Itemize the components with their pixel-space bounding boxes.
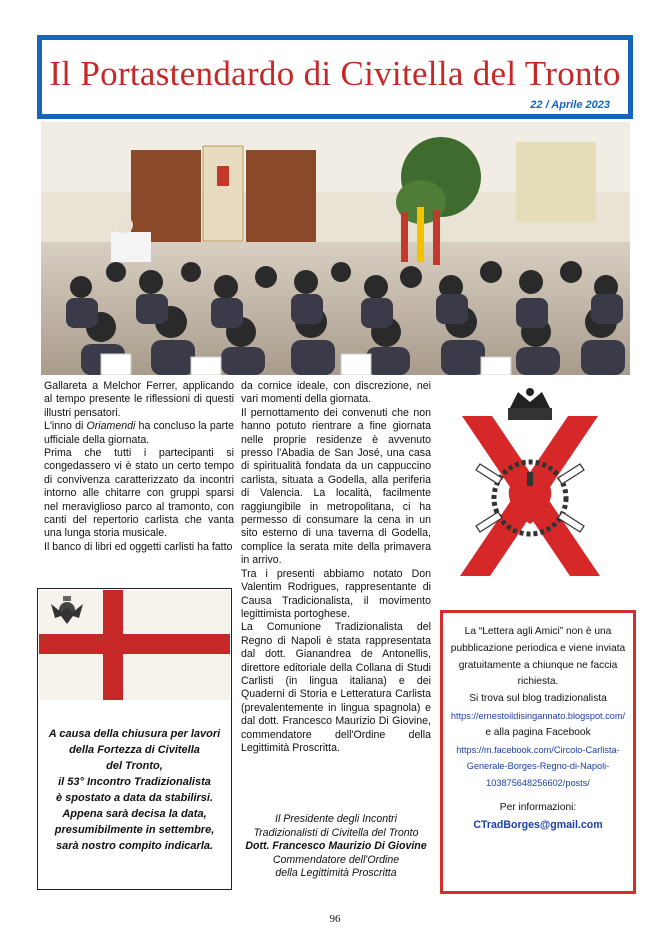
notice-line: presumibilmente in settembre, [54,824,215,836]
notice-line: del Tronto, [106,760,163,772]
info-line: La “Lettera agli Amici” non è una [464,626,612,637]
facebook-link[interactable]: https://m.facebook.com/Circolo-Carlista- [456,744,620,755]
info-box [440,610,636,894]
carlist-emblem-icon [440,386,620,598]
blog-link[interactable]: https://ernestoildisingannato.blogspot.com/ [450,710,626,721]
paragraph: da cornice ideale, con discrezione, nei vari momenti della giornata. [241,380,431,406]
signature-name: Dott. Francesco Maurizio Di Giovine [245,840,427,852]
paragraph: Il banco di libri ed oggetti carlisti ha fatto [44,540,233,553]
info-line: Per informazioni: [499,801,577,813]
signature-block [241,813,431,881]
paragraph: Gallareta a Melchor Ferrer, applicando al tempo presente le riflessioni di questi illustri pensatori. [44,380,234,419]
header-box [37,35,633,119]
signature-line: Commendatore dell'Ordine [272,853,400,866]
article-column-left [44,380,234,554]
notice-line: è spostato a data da stabilirsi. [55,792,214,804]
paragraph: Tra i presenti abbiamo notato Don Valentim Rodrigues, rappresentante di Causa Tradicionalista, il movimento legittimista portoghese. [241,567,431,620]
facebook-link[interactable]: Generale-Borges-Regno-di-Napoli- [466,761,610,772]
signature-line: Tradizionalisti di Civitella del Tronto [253,826,419,839]
notice-line: Appena sarà decisa la data, [62,808,207,820]
page-number: 96 [329,913,341,925]
info-line: e alla pagina Facebook [485,726,591,738]
paragraph: Prima che tutti i partecipanti si congedassero vi è stato un certo tempo di convivenza caratterizzato da incontri intorno alle chitarre con gruppi sparsi nel meraviglioso parco al tramonto, con canti del repertorio carlista che vanta una lunga storia musicale. [44,447,234,540]
notice-box [37,588,232,890]
notice-line: A causa della chiusura per lavori [48,728,221,740]
paragraph: La Comunione Tradizionalista del Regno di Napoli è stata rappresentata dal dott. Gianandrea de Antonellis, direttore editoriale della Collana di Studi Carlisti (in lingua italiana) e dei Quaderni di Storia e Letteratura Carlista (prevalentemente in lingua spagnola) e dal dott. Francesco Maurizio Di Giovine, commendatore dell'Ordine della Legittimità Proscritta. [241,621,431,754]
info-line: pubblicazione periodica e viene inviata [450,642,626,654]
info-line: gratuitamente a chiunque ne faccia [458,659,618,671]
paragraph [44,420,234,447]
notice-line: della Fortezza di Civitella [69,744,200,756]
info-line: Si trova sul blog tradizionalista [469,693,607,705]
event-photo [41,122,630,375]
article-column-middle [241,380,431,755]
paragraph: Il pernottamento dei convenuti che non hanno potuto rientrare a fine giornata nelle proprie residenze è avvenuto presso l'Abadia de San José, una casa di spiritualità fondata da un cappuccino carlista, situata a Godella, alla periferia di Valencia. La località, facilmente raggiungibile in metropolitana, ci ha permesso di consumare la cena in un sito esterno di una taverna di Godella, complice la serata mite della primavera in arrivo. [241,406,431,567]
postponement-notice [44,726,225,854]
hymn-title: Oriamendi [86,420,136,433]
paragraph-text: ha concluso la parte ufficiale della giornata. [44,420,235,446]
page-title: Il Portastendardo di Civitella del Tronto [49,54,621,93]
flag-image [39,590,230,700]
issue-date: 22 / Aprile 2023 [530,99,610,111]
crown-icon [508,388,552,420]
paragraph-text: L'inno di [44,420,87,433]
signature-line: della Legittimità Proscritta [275,867,397,879]
notice-line: il 53° Incontro Tradizionalista [58,776,211,788]
signature-line: Il Presidente degli Incontri [275,813,397,825]
info-line: richiesta. [517,676,559,688]
facebook-link[interactable]: 103875648256602/posts/ [486,778,590,789]
notice-line: sarà nostro compito indicarla. [55,840,214,852]
email-link[interactable]: CTradBorges@gmail.com [473,818,603,831]
